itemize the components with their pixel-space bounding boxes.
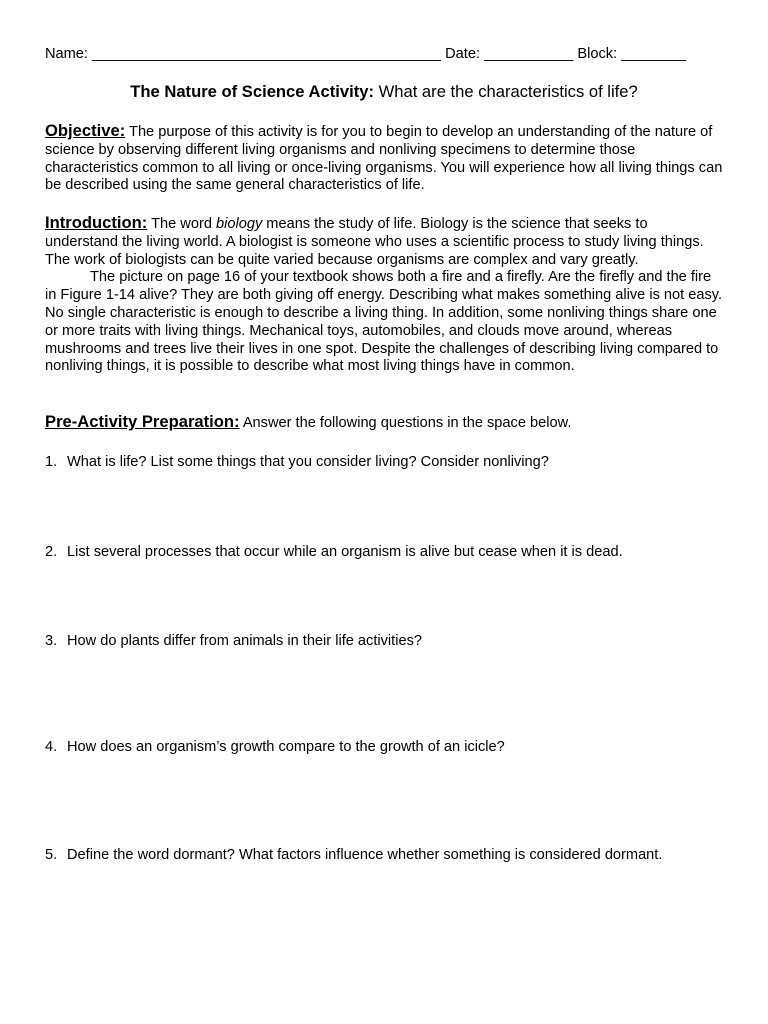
question-number: 3. (45, 633, 58, 649)
objective-text: The purpose of this activity is for you to begin to develop an understanding of the nature of science by observing different living organisms and nonliving specimens to determine those characteristics common to all living or once-living organisms. You will experience how all living things can be described using the same general characteristics of life. (45, 124, 723, 194)
question-2 (45, 544, 725, 562)
question-3 (45, 633, 725, 651)
question-text: How does an organism’s growth compare to the growth of an icicle? (67, 739, 505, 755)
question-text: List several processes that occur while an organism is alive but cease when it is dead. (67, 544, 623, 560)
question-number: 5. (45, 847, 58, 863)
objective-heading: Objective: (45, 121, 126, 140)
block-label: Block: (577, 46, 618, 62)
preparation-text: Answer the following questions in the space below. (239, 415, 572, 431)
question-text: How do plants differ from animals in their life activities? (67, 633, 422, 649)
name-label: Name: (45, 46, 88, 62)
question-4 (45, 739, 725, 757)
name-blank: ___________________________________________ (92, 46, 442, 62)
title-bold: The Nature of Science Activity: (130, 82, 374, 101)
block-blank: ________ (621, 46, 687, 62)
preparation-section (45, 413, 723, 433)
question-text: Define the word dormant? What factors influence whether something is considered dormant. (67, 847, 663, 863)
question-5 (45, 847, 725, 865)
date-blank: ___________ (484, 46, 574, 62)
introduction-italic-word: biology (216, 216, 263, 232)
question-number: 4. (45, 739, 58, 755)
objective-section (45, 122, 723, 195)
question-text: What is life? List some things that you consider living? Consider nonliving? (67, 454, 549, 470)
page-title (45, 82, 723, 102)
question-1 (45, 454, 725, 472)
question-number: 2. (45, 544, 58, 560)
student-info-line (45, 46, 686, 64)
title-rest: What are the characteristics of life? (373, 82, 638, 101)
date-label: Date: (445, 46, 481, 62)
introduction-text-before: The word (147, 216, 216, 232)
introduction-heading: Introduction: (45, 213, 148, 232)
preparation-heading: Pre-Activity Preparation: (45, 412, 240, 431)
introduction-section (45, 214, 723, 376)
introduction-paragraph2: The picture on page 16 of your textbook shows both a fire and a firefly. Are the firefly and the fire in Figure 1-14 alive? They are both giving off energy. Describing what makes something alive is not easy. No single characteristic is enough to describe a living thing. In addition, some nonliving things share one or more traits with living things. Mechanical toys, automobiles, and clouds move around, whereas mushrooms and trees live their lives in one spot. Despite the challenges of describing living compared to nonliving things, it is possible to describe what most living things have in common. (45, 269, 723, 375)
introduction-text-after: means the study of life. Biology is the science that seeks to understand the living world. A biologist is someone who uses a scientific process to study living things. The work of biologists can be quite varied because organisms are complex and vary greatly. (45, 216, 704, 268)
question-number: 1. (45, 454, 58, 470)
